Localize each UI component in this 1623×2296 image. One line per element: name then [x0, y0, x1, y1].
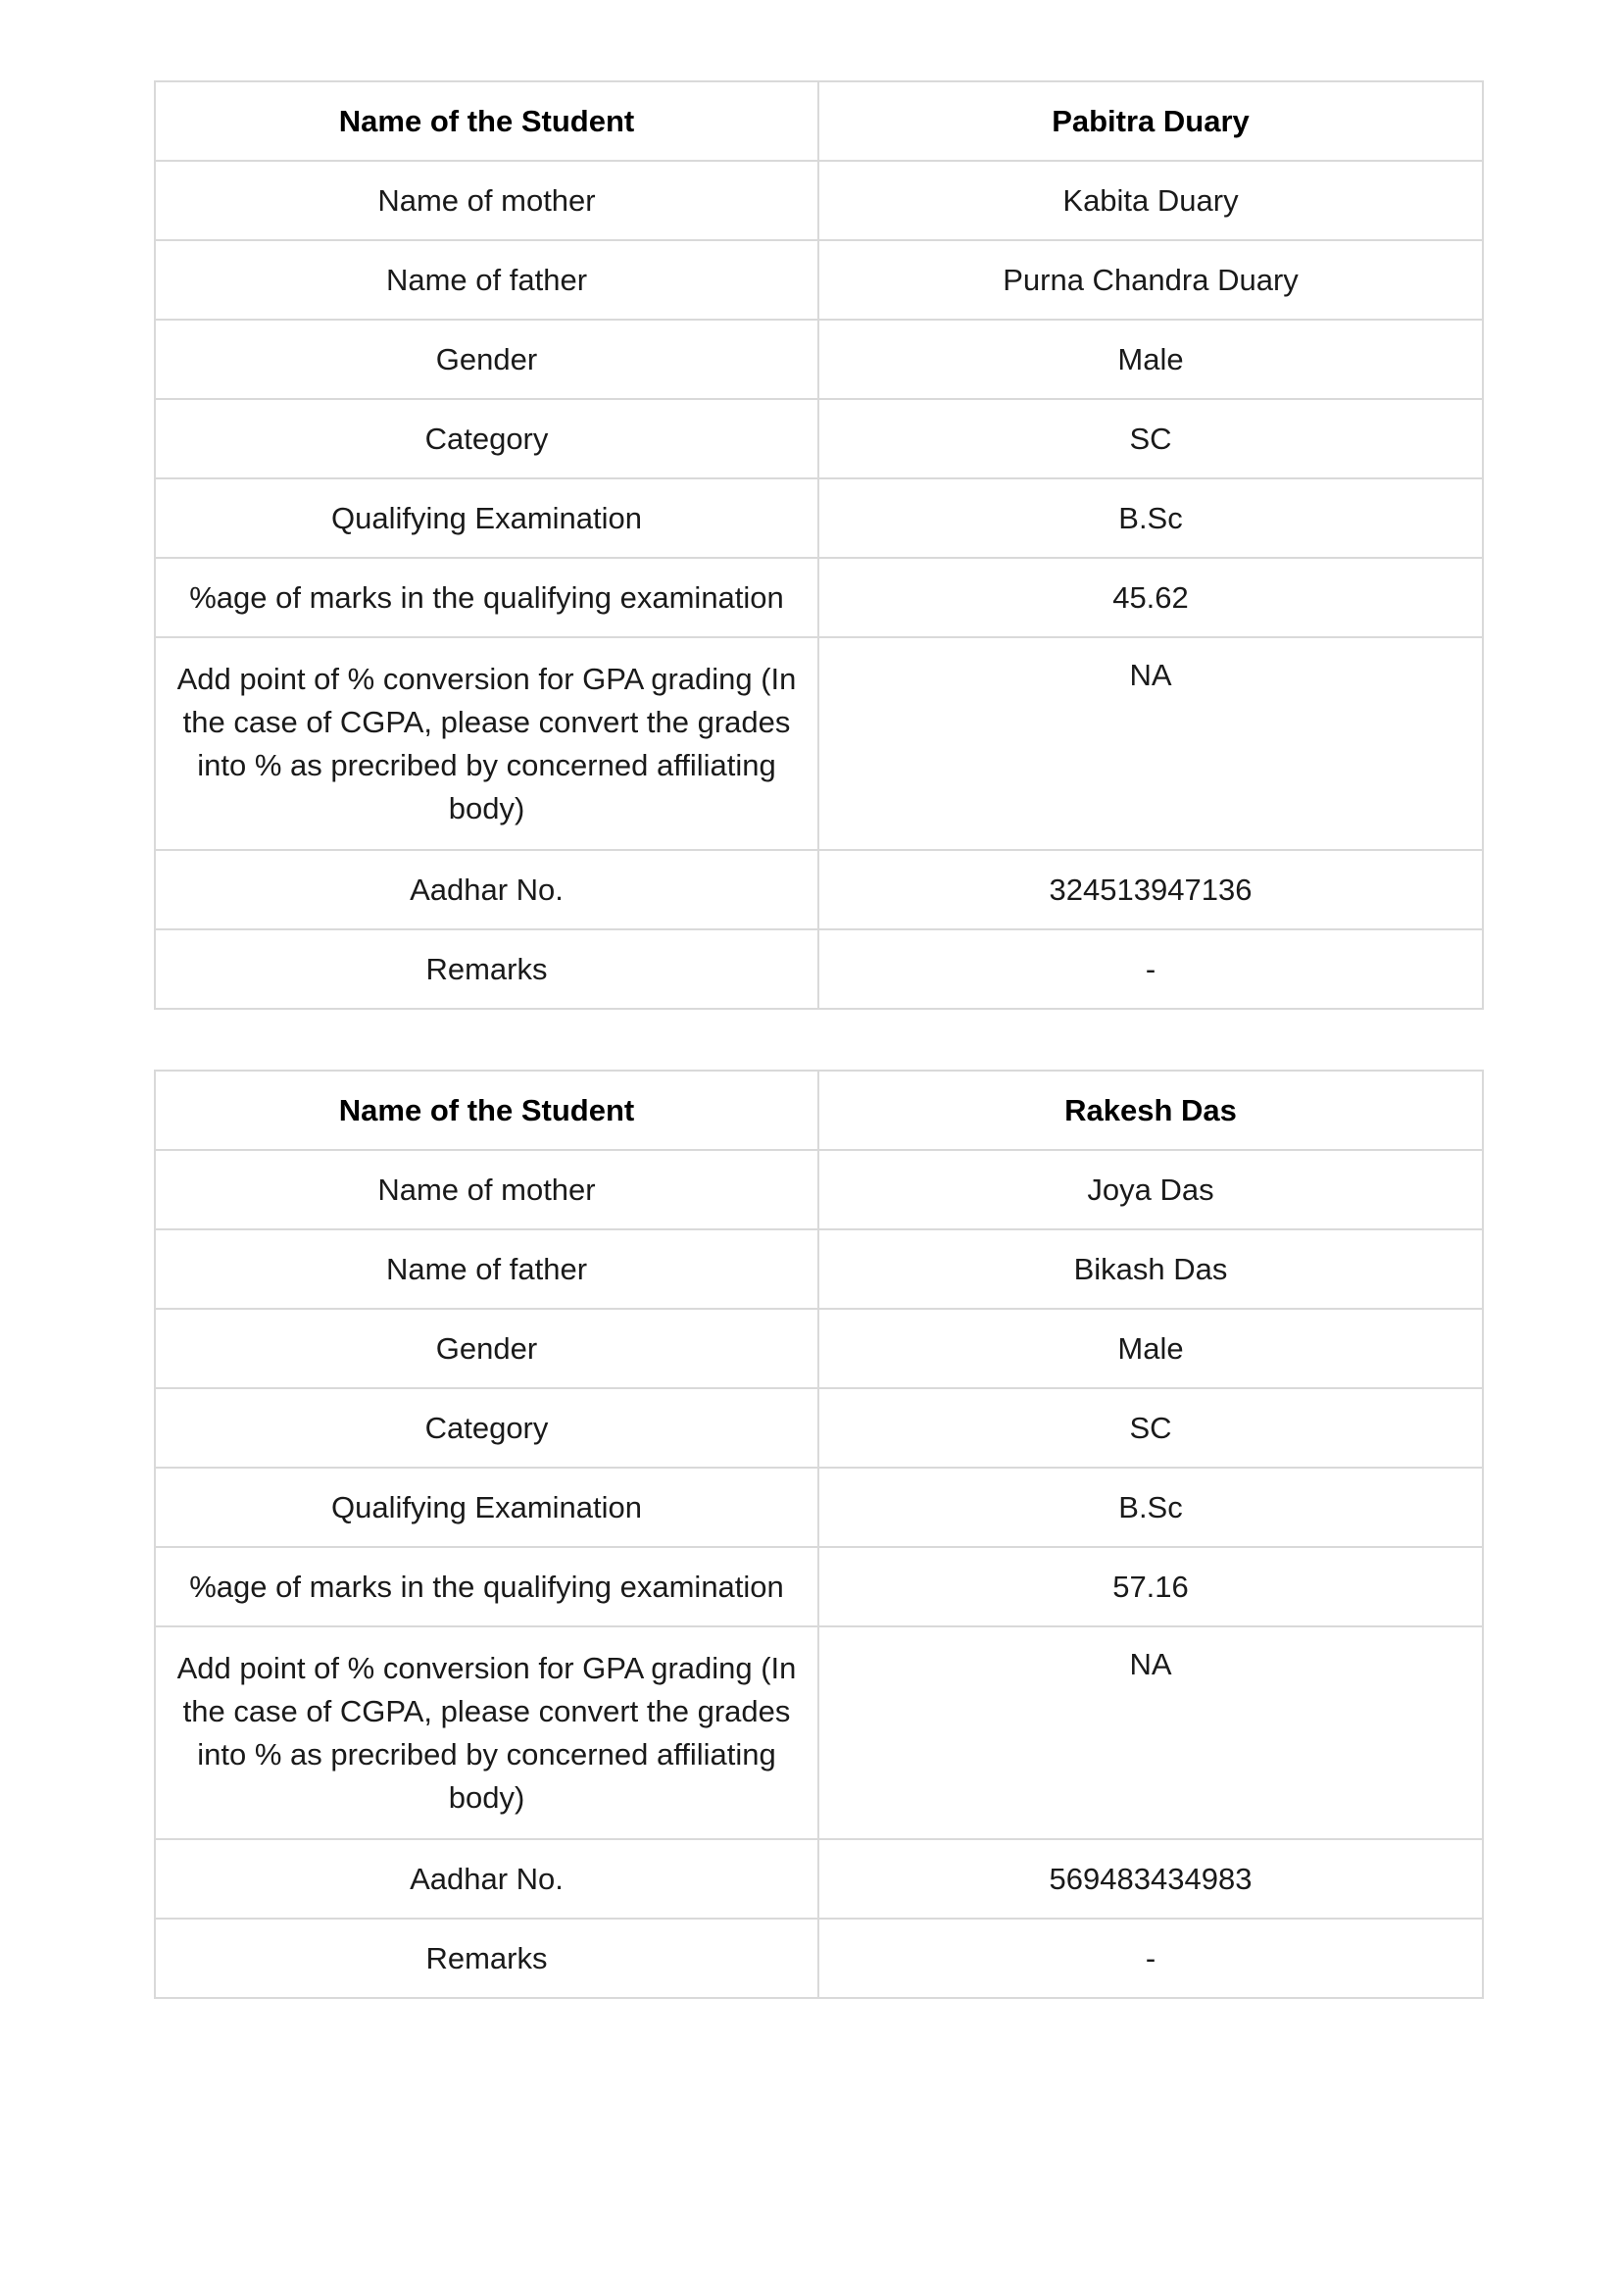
table-row — [155, 1150, 1483, 1229]
field-value: Joya Das — [818, 1150, 1483, 1229]
table-row — [155, 1626, 1483, 1839]
field-value: 569483434983 — [818, 1839, 1483, 1919]
field-label: Aadhar No. — [155, 1839, 818, 1919]
field-label: Gender — [155, 1309, 818, 1388]
field-value: B.Sc — [818, 1468, 1483, 1547]
field-value: Male — [818, 1309, 1483, 1388]
field-label: %age of marks in the qualifying examination — [155, 1547, 818, 1626]
field-label: Category — [155, 399, 818, 478]
field-value: Male — [818, 320, 1483, 399]
table-row — [155, 558, 1483, 637]
field-label: Name of mother — [155, 1150, 818, 1229]
student-table-2 — [154, 1070, 1484, 1999]
table-row — [155, 929, 1483, 1009]
table-row — [155, 1547, 1483, 1626]
field-label: Name of the Student — [155, 81, 818, 161]
field-label: Qualifying Examination — [155, 1468, 818, 1547]
field-value: 324513947136 — [818, 850, 1483, 929]
table-row — [155, 1071, 1483, 1150]
field-label: Remarks — [155, 929, 818, 1009]
field-label: Gender — [155, 320, 818, 399]
field-label: Category — [155, 1388, 818, 1468]
table-row — [155, 637, 1483, 850]
field-label: Name of the Student — [155, 1071, 818, 1150]
field-label: Name of father — [155, 240, 818, 320]
field-label: Aadhar No. — [155, 850, 818, 929]
field-label: Qualifying Examination — [155, 478, 818, 558]
field-value: SC — [818, 399, 1483, 478]
field-value: 57.16 — [818, 1547, 1483, 1626]
field-label: Name of mother — [155, 161, 818, 240]
table-row — [155, 1229, 1483, 1309]
field-value: 45.62 — [818, 558, 1483, 637]
field-label: Add point of % conversion for GPA grading (In the case of CGPA, please convert the grades into % as precribed by concerned affiliating body) — [155, 1626, 818, 1839]
field-value: Purna Chandra Duary — [818, 240, 1483, 320]
student-table-1 — [154, 80, 1484, 1010]
field-label: Remarks — [155, 1919, 818, 1998]
table-row — [155, 1839, 1483, 1919]
table-row — [155, 478, 1483, 558]
field-label: Add point of % conversion for GPA grading (In the case of CGPA, please convert the grades into % as precribed by concerned affiliating body) — [155, 637, 818, 850]
table-row — [155, 1309, 1483, 1388]
table-row — [155, 399, 1483, 478]
field-value: SC — [818, 1388, 1483, 1468]
table-row — [155, 161, 1483, 240]
field-label: %age of marks in the qualifying examination — [155, 558, 818, 637]
field-value: - — [818, 1919, 1483, 1998]
table-row — [155, 240, 1483, 320]
field-value: - — [818, 929, 1483, 1009]
table-row — [155, 1468, 1483, 1547]
student-name: Pabitra Duary — [818, 81, 1483, 161]
table-row — [155, 850, 1483, 929]
field-value: NA — [818, 637, 1483, 850]
field-value: Kabita Duary — [818, 161, 1483, 240]
table-row — [155, 1919, 1483, 1998]
field-value: B.Sc — [818, 478, 1483, 558]
student-name: Rakesh Das — [818, 1071, 1483, 1150]
table-row — [155, 320, 1483, 399]
field-value: Bikash Das — [818, 1229, 1483, 1309]
field-value: NA — [818, 1626, 1483, 1839]
table-row — [155, 81, 1483, 161]
field-label: Name of father — [155, 1229, 818, 1309]
table-row — [155, 1388, 1483, 1468]
